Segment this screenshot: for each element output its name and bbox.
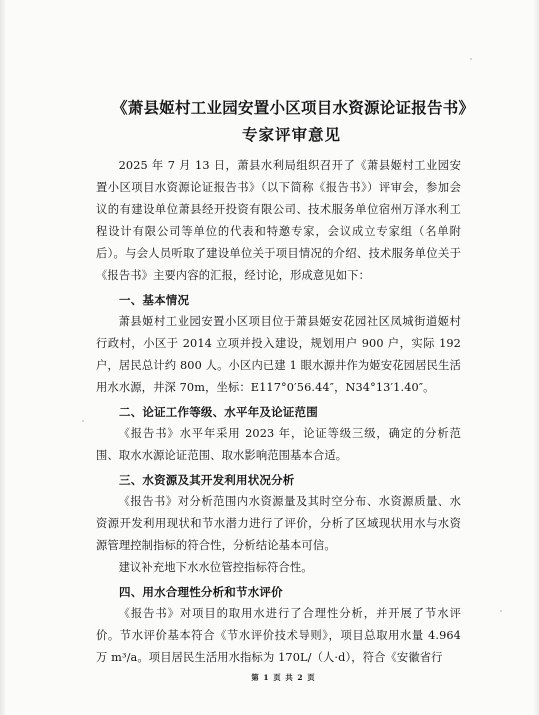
title-block	[112, 98, 475, 145]
section-text-water-use: 《报告书》对项目的取用水进行了合理性分析，并开展了节水评价。节水评价基本符合《节水评价技术导则》，项目总取用水量 4.964 万 m³/a。项目居民生活用水指标为 170L/（人·d），符合《安徽省行	[96, 607, 461, 665]
right-edge-shadow	[533, 0, 539, 715]
document-subtitle: 专家评审意见	[241, 125, 341, 145]
section-text-basic-info: 萧县姬村工业园安置小区项目位于萧县姬安花园社区凤城街道姬村行政村，小区于 2014 立项并投入建设，规划用户 900 户，实际 192 户，居民总计约 800 人。小区内已建 1 眼水源井作为姬安花园居民生活用水水源，井深 70m，坐标：E117°0′56.44″，N34°13′1.40″。	[96, 315, 461, 395]
section-heading-water-resources: 三、水资源及其开发利用状况分析	[119, 473, 295, 488]
scan-speck	[500, 610, 502, 612]
left-edge-shadow	[0, 0, 6, 715]
section-text-water-resources: 《报告书》对分析范围内水资源量及其时空分布、水资源质量、水资源开发利用现状和节水潜力进行了评价，分析了区域现状用水与水资源管理控制指标的符合性，分析结论基本可信。	[96, 495, 461, 553]
page-number-footer: 第 1 页 共 2 页	[251, 673, 316, 682]
section-heading-scope: 二、论证工作等级、水平年及论证范围	[119, 405, 318, 420]
document-title: 《萧县姬村工业园安置小区项目水资源论证报告书》	[112, 98, 475, 117]
intro-paragraph: 2025 年 7 月 13 日，萧县水利局组织召开了《萧县姬村工业园安置小区项目水资源论证报告书》（以下简称《报告书》）评审会，参加会议的有建设单位萧县经开投资有限公司、技术服务单位宿州万泽水利工程设计有限公司等单位的代表和特邀专家，会议成立专家组（名单附后）。与会人员听取了建设单位关于项目情况的介绍、技术服务单位关于《报告书》主要内容的汇报，经讨论，形成意见如下：	[96, 159, 461, 283]
document-body	[96, 155, 461, 669]
scan-speck	[82, 420, 84, 422]
scan-speck	[470, 58, 472, 60]
section-suggestion-water-resources: 建议补充地下水水位管控指标符合性。	[118, 561, 313, 575]
section-text-scope: 《报告书》水平年采用 2023 年，论证等级三级，确定的分析范围、取水水源论证范围、取水影响范围基本合适。	[96, 427, 461, 463]
section-heading-water-use: 四、用水合理性分析和节水评价	[119, 585, 283, 600]
section-heading-basic-info: 一、基本情况	[119, 293, 190, 308]
